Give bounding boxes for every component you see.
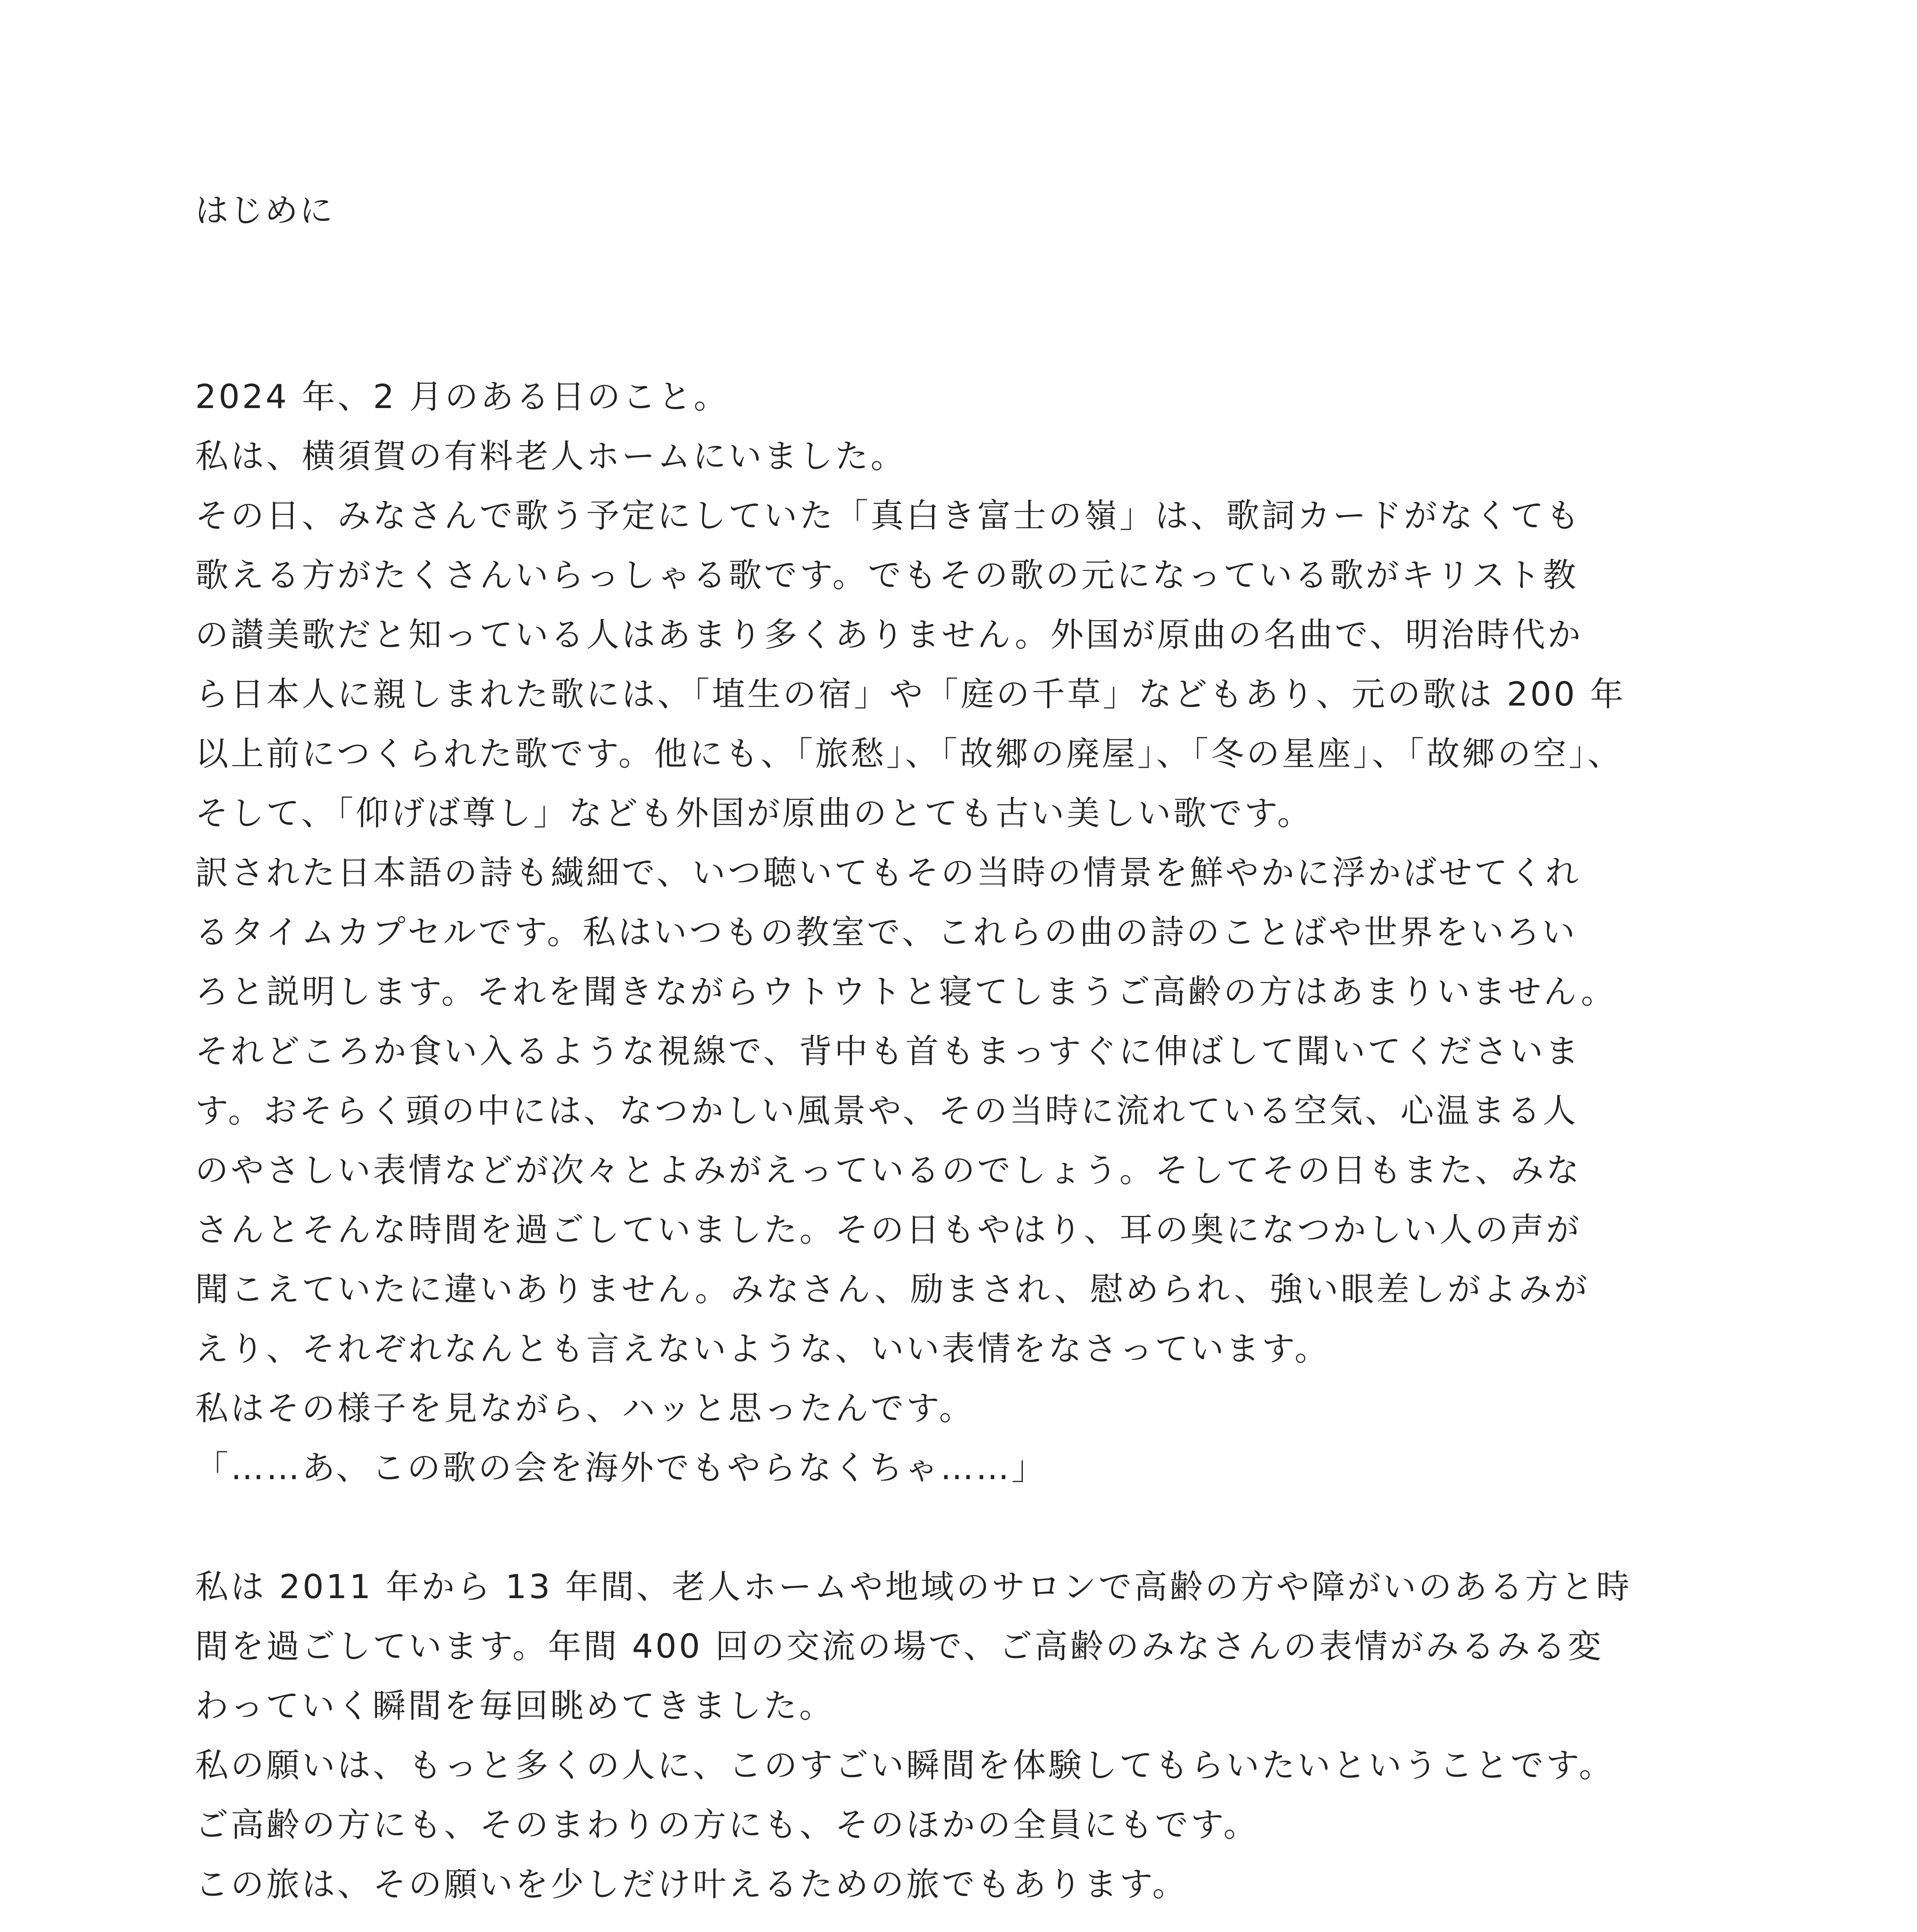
- paragraph-line: ら日本人に親しまれた歌には、「埴生の宿」や「庭の千草」などもあり、元の歌は 200 年: [195, 675, 1626, 714]
- paragraph-line: 私は 2011 年から 13 年間、老人ホームや地域のサロンで高齢の方や障がいのある方と時: [195, 1568, 1632, 1606]
- paragraph-line: わっていく瞬間を毎回眺めてきました。: [195, 1687, 835, 1725]
- body-section-1: [195, 367, 1741, 1498]
- paragraph-line: 「……あ、この歌の会を海外でもやらなくちゃ……」: [195, 1449, 1047, 1487]
- page-title: はじめに: [195, 191, 334, 230]
- paragraph-line: それどころか食い入るような視線で、背中も首もまっすぐに伸ばして聞いてくださいま: [195, 1032, 1581, 1071]
- body-section-2: [195, 1557, 1741, 1914]
- paragraph-line: 聞こえていたに違いありません。みなさん、励まされ、慰められ、強い眼差しがよみが: [195, 1270, 1590, 1309]
- paragraph-line: さんとそんな時間を過ごしていました。その日もやはり、耳の奥になつかしい人の声が: [195, 1211, 1582, 1249]
- paragraph-line: 私はその様子を見ながら、ハッと思ったんです。: [195, 1389, 975, 1428]
- page-content: [195, 182, 1741, 1932]
- paragraph-line: その日、みなさんで歌う予定にしていた「真白き富士の嶺」は、歌詞カードがなくても: [195, 497, 1582, 535]
- paragraph-line: 歌える方がたくさんいらっしゃる歌です。でもその歌の元になっている歌がキリスト教: [195, 556, 1579, 595]
- paragraph-line: す。おそらく頭の中には、なつかしい風景や、その当時に流れている空気、心温まる人: [195, 1092, 1579, 1130]
- paragraph-line: ご高齢の方にも、そのまわりの方にも、そのほかの全員にもです。: [195, 1806, 1259, 1844]
- paragraph-line: えり、それぞれなんとも言えないような、いい表情をなさっています。: [195, 1330, 1330, 1368]
- paragraph-line: 訳された日本語の詩も繊細で、いつ聴いてもその当時の情景を鮮やかに浮かばせてくれ: [195, 854, 1581, 892]
- paragraph-line: ろと説明します。それを聞きながらウトウトと寝てしまうご高齢の方はあまりいません。: [195, 973, 1617, 1011]
- paragraph-line: 間を過ごしています。年間 400 回の交流の場で、ご高齢のみなさんの表情がみるみる変: [195, 1627, 1604, 1666]
- paragraph-line: 私の願いは、もっと多くの人に、このすごい瞬間を体験してもらいたいということです。: [195, 1746, 1615, 1785]
- paragraph-line: るタイムカプセルです。私はいつもの教室で、これらの曲の詩のことばや世界をいろい: [195, 913, 1577, 952]
- paragraph-line: 私は、横須賀の有料老人ホームにいました。: [195, 437, 906, 476]
- paragraph-line: 2024 年、2 月のある日のこと。: [195, 378, 730, 416]
- paragraph-line: この旅は、その願いを少しだけ叶えるための旅でもあります。: [195, 1865, 1188, 1904]
- paragraph-line: そして、「仰げば尊し」なども外国が原曲のとても古い美しい歌です。: [195, 794, 1313, 833]
- paragraph-line: のやさしい表情などが次々とよみがえっているのでしょう。そしてその日もまた、みな: [195, 1151, 1582, 1190]
- paragraph-line: 以上前につくられた歌です。他にも、「旅愁」、「故郷の廃屋」、「冬の星座」、「故郷の空」、: [195, 735, 1623, 773]
- paragraph-line: の讃美歌だと知っている人はあまり多くありません。外国が原曲の名曲で、明治時代か: [195, 616, 1583, 654]
